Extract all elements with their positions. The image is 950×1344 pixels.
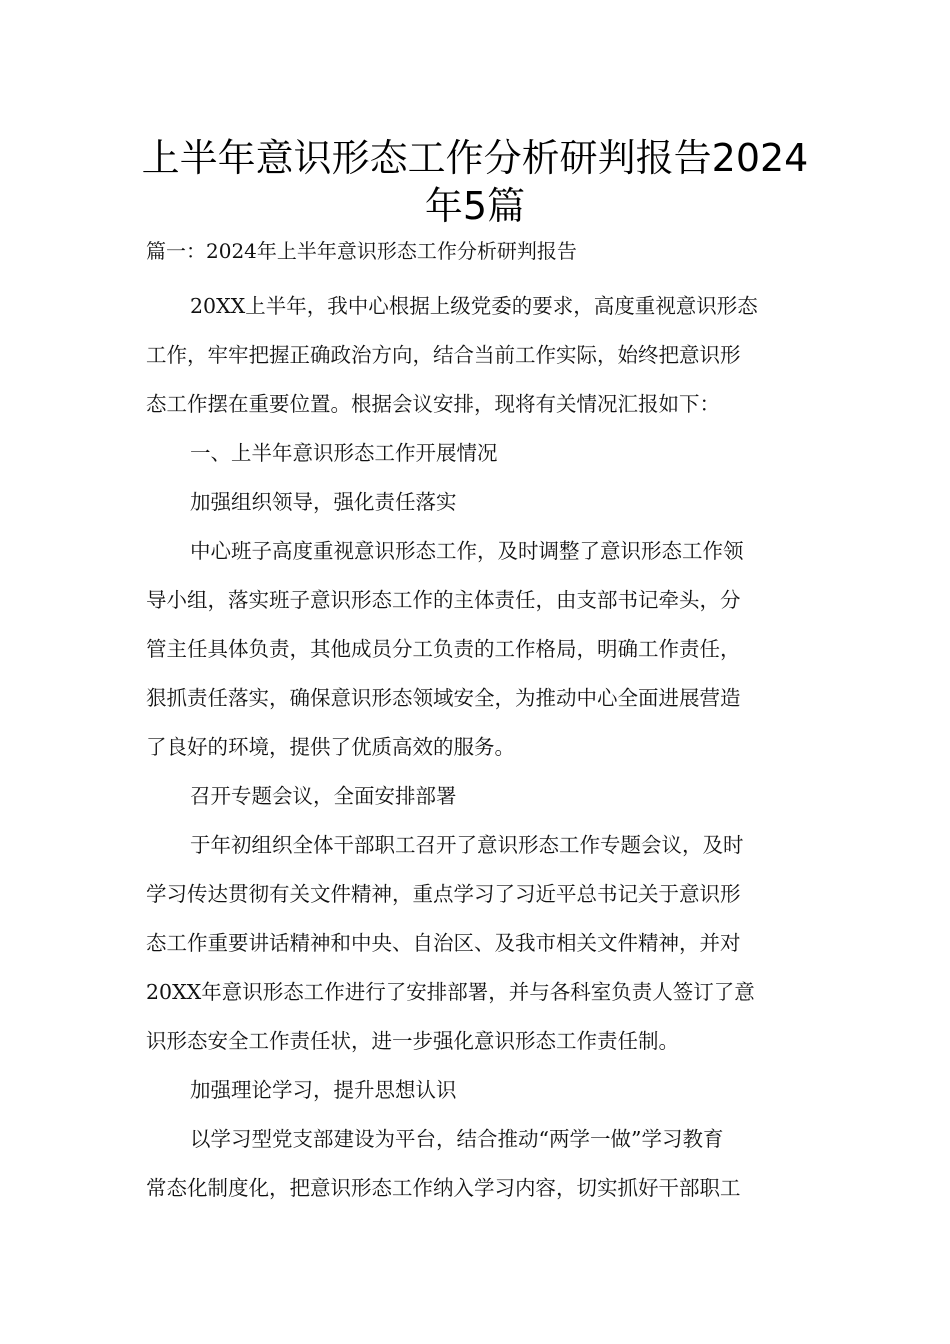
- subheading-study: [146, 1066, 810, 1115]
- text-line: 20XX年意识形态工作进行了安排部署，并与各科室负责人签订了意: [146, 980, 755, 1004]
- paragraph-organization: [146, 527, 810, 772]
- text-line: 加强理论学习，提升思想认识: [190, 1078, 457, 1102]
- text-line: 20XX上半年，我中心根据上级党委的要求，高度重视意识形态: [190, 294, 758, 318]
- document-subtitle: 篇一：2024年上半年意识形态工作分析研判报告: [146, 239, 577, 263]
- section-heading: [146, 429, 810, 478]
- text-line: 管主任具体负责，其他成员分工负责的工作格局，明确工作责任，: [146, 637, 741, 661]
- text-line: 常态化制度化，把意识形态工作纳入学习内容，切实抓好干部职工: [146, 1176, 741, 1200]
- text-line: 工作，牢牢把握正确政治方向，结合当前工作实际，始终把意识形: [146, 343, 741, 367]
- text-line: 学习传达贯彻有关文件精神，重点学习了习近平总书记关于意识形: [146, 882, 741, 906]
- paragraph-meeting: [146, 821, 810, 1066]
- document-body: [146, 282, 810, 1213]
- text-line: 一、上半年意识形态工作开展情况: [190, 441, 498, 465]
- paragraph-intro: [146, 282, 810, 429]
- text-line: 于年初组织全体干部职工召开了意识形态工作专题会议，及时: [190, 833, 744, 857]
- text-line: 狠抓责任落实，确保意识形态领域安全，为推动中心全面进展营造: [146, 686, 741, 710]
- document-title-line-1: 上半年意识形态工作分析研判报告2024: [141, 136, 809, 180]
- text-line: 导小组，落实班子意识形态工作的主体责任，由支部书记牵头，分: [146, 588, 741, 612]
- text-line: 态工作摆在重要位置。根据会议安排，现将有关情况汇报如下：: [146, 392, 720, 416]
- text-line: 态工作重要讲话精神和中央、自治区、及我市相关文件精神，并对: [146, 931, 741, 955]
- paragraph-study: [146, 1115, 810, 1213]
- subheading-meeting: [146, 772, 810, 821]
- document-title-line-2: 年5篇: [424, 184, 526, 228]
- text-line: 以学习型党支部建设为平台，结合推动“两学一做”学习教育: [190, 1127, 724, 1151]
- text-line: 中心班子高度重视意识形态工作，及时调整了意识形态工作领: [190, 539, 744, 563]
- text-line: 加强组织领导，强化责任落实: [190, 490, 457, 514]
- text-line: 了良好的环境，提供了优质高效的服务。: [146, 735, 515, 759]
- subheading-organization: [146, 478, 810, 527]
- text-line: 识形态安全工作责任状，进一步强化意识形态工作责任制。: [146, 1029, 679, 1053]
- text-line: 召开专题会议，全面安排部署: [190, 784, 457, 808]
